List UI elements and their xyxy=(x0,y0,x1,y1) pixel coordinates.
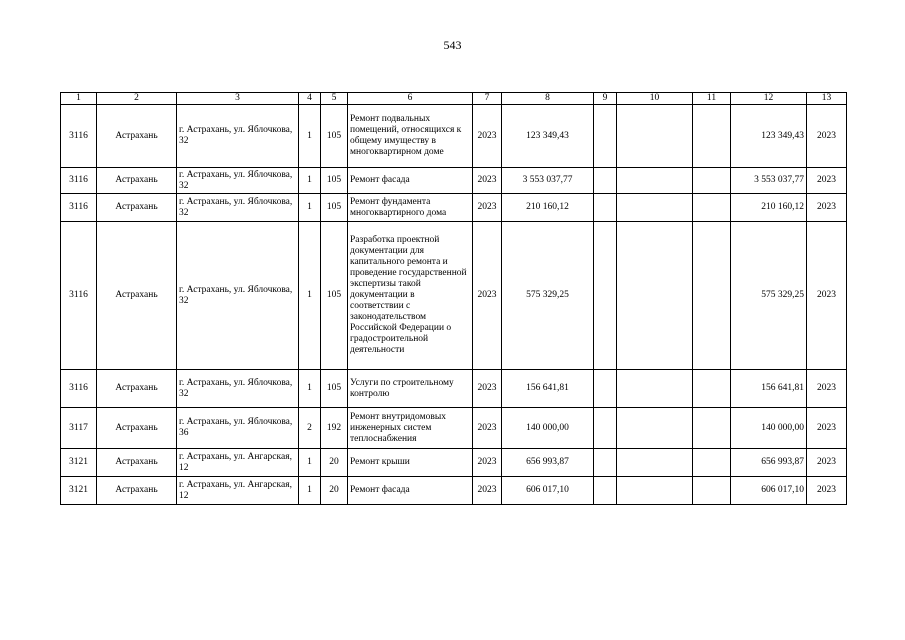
city-cell: Астрахань xyxy=(97,408,177,449)
table-row xyxy=(61,370,847,408)
col12-cost-cell: 156 641,81 xyxy=(731,370,807,408)
col12-cost-cell: 210 160,12 xyxy=(731,194,807,222)
col4-cell: 1 xyxy=(299,194,321,222)
object-id-cell: 3116 xyxy=(61,370,97,408)
total-cost-cell: 3 553 037,77 xyxy=(502,168,594,194)
work-type-cell: Ремонт фасада xyxy=(348,477,473,505)
page-number: 543 xyxy=(443,38,462,52)
col4-cell: 1 xyxy=(299,168,321,194)
col10-cell xyxy=(617,408,693,449)
header-cell: 9 xyxy=(594,93,617,105)
total-cost-cell: 140 000,00 xyxy=(502,408,594,449)
col5-cell: 105 xyxy=(321,194,348,222)
work-type-cell: Ремонт фасада xyxy=(348,168,473,194)
col13-year-cell: 2023 xyxy=(807,477,847,505)
object-id-cell: 3121 xyxy=(61,449,97,477)
col5-cell: 105 xyxy=(321,370,348,408)
city-cell: Астрахань xyxy=(97,105,177,168)
table-row xyxy=(61,449,847,477)
object-id-cell: 3116 xyxy=(61,105,97,168)
total-cost-cell: 656 993,87 xyxy=(502,449,594,477)
city-cell: Астрахань xyxy=(97,194,177,222)
col13-year-cell: 2023 xyxy=(807,408,847,449)
year-cell: 2023 xyxy=(473,477,502,505)
table-row xyxy=(61,408,847,449)
header-cell: 2 xyxy=(97,93,177,105)
year-cell: 2023 xyxy=(473,105,502,168)
work-type-cell: Ремонт подвальных помещений, относящихся к общему имуществу в многоквартирном доме xyxy=(348,105,473,168)
col11-cell xyxy=(693,370,731,408)
col9-cell xyxy=(594,449,617,477)
address-cell: г. Астрахань, ул. Яблочкова, 32 xyxy=(177,370,299,408)
header-cell: 12 xyxy=(731,93,807,105)
object-id-cell: 3116 xyxy=(61,168,97,194)
object-id-cell: 3116 xyxy=(61,194,97,222)
col13-year-cell: 2023 xyxy=(807,370,847,408)
city-cell: Астрахань xyxy=(97,449,177,477)
city-cell: Астрахань xyxy=(97,168,177,194)
year-cell: 2023 xyxy=(473,222,502,370)
total-cost-cell: 575 329,25 xyxy=(502,222,594,370)
col9-cell xyxy=(594,168,617,194)
address-cell: г. Астрахань, ул. Яблочкова, 32 xyxy=(177,168,299,194)
col12-cost-cell: 606 017,10 xyxy=(731,477,807,505)
object-id-cell: 3117 xyxy=(61,408,97,449)
address-cell: г. Астрахань, ул. Ангарская, 12 xyxy=(177,477,299,505)
year-cell: 2023 xyxy=(473,370,502,408)
col12-cost-cell: 656 993,87 xyxy=(731,449,807,477)
col13-year-cell: 2023 xyxy=(807,105,847,168)
header-cell: 13 xyxy=(807,93,847,105)
col12-cost-cell: 140 000,00 xyxy=(731,408,807,449)
table-row xyxy=(61,222,847,370)
year-cell: 2023 xyxy=(473,408,502,449)
col13-year-cell: 2023 xyxy=(807,449,847,477)
header-cell: 5 xyxy=(321,93,348,105)
header-cell: 7 xyxy=(473,93,502,105)
header-cell: 4 xyxy=(299,93,321,105)
col10-cell xyxy=(617,194,693,222)
col11-cell xyxy=(693,477,731,505)
year-cell: 2023 xyxy=(473,449,502,477)
total-cost-cell: 156 641,81 xyxy=(502,370,594,408)
work-type-cell: Ремонт фундамента многоквартирного дома xyxy=(348,194,473,222)
data-table xyxy=(60,92,847,505)
table-row xyxy=(61,194,847,222)
col5-cell: 20 xyxy=(321,449,348,477)
col4-cell: 2 xyxy=(299,408,321,449)
col13-year-cell: 2023 xyxy=(807,168,847,194)
col10-cell xyxy=(617,168,693,194)
address-cell: г. Астрахань, ул. Яблочкова, 32 xyxy=(177,105,299,168)
col11-cell xyxy=(693,194,731,222)
work-type-cell: Ремонт крыши xyxy=(348,449,473,477)
col9-cell xyxy=(594,222,617,370)
work-type-cell: Услуги по строительному контролю xyxy=(348,370,473,408)
col4-cell: 1 xyxy=(299,222,321,370)
header-cell: 10 xyxy=(617,93,693,105)
col9-cell xyxy=(594,194,617,222)
address-cell: г. Астрахань, ул. Яблочкова, 32 xyxy=(177,222,299,370)
header-row xyxy=(61,93,847,105)
col10-cell xyxy=(617,222,693,370)
total-cost-cell: 123 349,43 xyxy=(502,105,594,168)
address-cell: г. Астрахань, ул. Яблочкова, 36 xyxy=(177,408,299,449)
col11-cell xyxy=(693,408,731,449)
address-cell: г. Астрахань, ул. Яблочкова, 32 xyxy=(177,194,299,222)
col9-cell xyxy=(594,370,617,408)
object-id-cell: 3116 xyxy=(61,222,97,370)
col9-cell xyxy=(594,477,617,505)
col9-cell xyxy=(594,105,617,168)
table-row xyxy=(61,168,847,194)
table-row xyxy=(61,477,847,505)
col5-cell: 105 xyxy=(321,222,348,370)
col4-cell: 1 xyxy=(299,105,321,168)
col11-cell xyxy=(693,168,731,194)
header-cell: 3 xyxy=(177,93,299,105)
header-cell: 1 xyxy=(61,93,97,105)
col10-cell xyxy=(617,477,693,505)
col4-cell: 1 xyxy=(299,449,321,477)
header-cell: 11 xyxy=(693,93,731,105)
address-cell: г. Астрахань, ул. Ангарская, 12 xyxy=(177,449,299,477)
city-cell: Астрахань xyxy=(97,222,177,370)
col11-cell xyxy=(693,222,731,370)
year-cell: 2023 xyxy=(473,194,502,222)
object-id-cell: 3121 xyxy=(61,477,97,505)
work-type-cell: Разработка проектной документации для капитального ремонта и проведение государственной экспертизы такой документации в соответствии с законодательством Российской Федерации о градостроительной деятельности xyxy=(348,222,473,370)
col10-cell xyxy=(617,370,693,408)
col13-year-cell: 2023 xyxy=(807,222,847,370)
header-cell: 8 xyxy=(502,93,594,105)
total-cost-cell: 210 160,12 xyxy=(502,194,594,222)
col4-cell: 1 xyxy=(299,370,321,408)
table-row xyxy=(61,105,847,168)
work-type-cell: Ремонт внутридомовых инженерных систем теплоснабжения xyxy=(348,408,473,449)
col11-cell xyxy=(693,105,731,168)
col4-cell: 1 xyxy=(299,477,321,505)
col12-cost-cell: 3 553 037,77 xyxy=(731,168,807,194)
col13-year-cell: 2023 xyxy=(807,194,847,222)
col5-cell: 105 xyxy=(321,168,348,194)
col10-cell xyxy=(617,449,693,477)
total-cost-cell: 606 017,10 xyxy=(502,477,594,505)
year-cell: 2023 xyxy=(473,168,502,194)
col12-cost-cell: 123 349,43 xyxy=(731,105,807,168)
col5-cell: 105 xyxy=(321,105,348,168)
col9-cell xyxy=(594,408,617,449)
col10-cell xyxy=(617,105,693,168)
header-cell: 6 xyxy=(348,93,473,105)
col12-cost-cell: 575 329,25 xyxy=(731,222,807,370)
col11-cell xyxy=(693,449,731,477)
city-cell: Астрахань xyxy=(97,477,177,505)
city-cell: Астрахань xyxy=(97,370,177,408)
col5-cell: 20 xyxy=(321,477,348,505)
col5-cell: 192 xyxy=(321,408,348,449)
